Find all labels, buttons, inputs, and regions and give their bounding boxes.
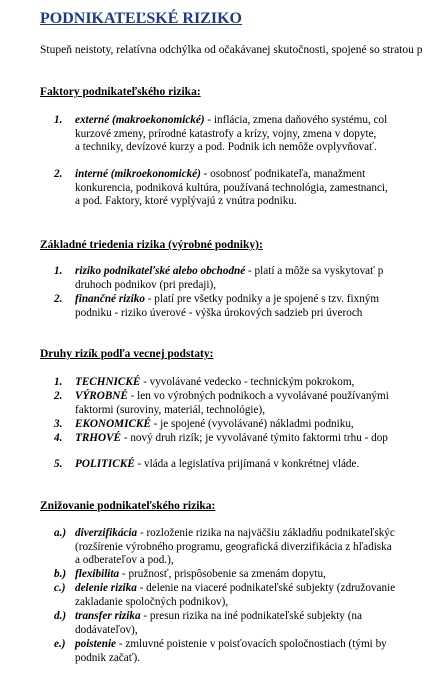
item-term: transfer rizika: [75, 610, 141, 622]
item-text: (rozšírenie výrobného programu, geografická diverzifikácia z hľadiska: [75, 540, 392, 553]
item-term: TRHOVÉ: [75, 432, 122, 444]
item-text: - delenie na viaceré podnikateľské subjekty (združovanie: [136, 582, 396, 594]
intro-text: Stupeň neistoty, relatívna odchýlka od očakávanej skutočnosti, spojené so stratou p: [40, 44, 423, 56]
item-number: 2.: [54, 390, 63, 402]
section-heading-types: Druhy rizík podľa vecnej podstaty:: [40, 348, 214, 360]
item-term: poistenie: [75, 638, 117, 650]
item-number: c.): [54, 582, 66, 594]
item-number: 2.: [54, 168, 63, 180]
item-number: a.): [54, 527, 67, 539]
item-text: kurzové zmeny, prírodné katastrofy a krízy, vojny, zmena v dopyte,: [75, 127, 377, 140]
page-title: PODNIKATEĽSKÉ RIZIKO: [40, 10, 242, 27]
section-heading-factors: Faktory podnikateľského rizika:: [40, 86, 201, 98]
item-text: - vláda a legislatíva prijímaná v konkrétnej vláde.: [134, 458, 360, 470]
item-text: podnik začať).: [75, 651, 141, 664]
item-text: - presun rizika na iné podnikateľské subjekty (na: [140, 610, 362, 622]
item-text: druhoch podnikov (pri predaji),: [75, 278, 217, 291]
item-text: - len vo výrobných podnikoch a vyvolávané používanými: [127, 390, 389, 402]
item-number: b.): [54, 568, 67, 580]
item-text: a techniky, devízové kurzy a pod. Podnik ich nemôže ovplyvňovať.: [75, 141, 377, 154]
item-number: 1.: [54, 114, 63, 126]
item-text: - nový druh rizík; je vyvolávané týmito faktormi trhu - dop: [121, 432, 388, 444]
item-text: - pružnosť, prispôsobenie sa zmenám dopytu,: [119, 568, 326, 580]
section-heading-classification: Základné triedenia rizika (výrobné podniky):: [40, 239, 263, 251]
item-text: - inflácia, zmena daňového systému, col: [204, 114, 388, 126]
item-term: EKONOMICKÉ: [75, 418, 151, 430]
item-text: zakladanie spoločných podnikov),: [75, 595, 229, 608]
item-text: - rozloženie rizika na najväčšiu základňu podnikateľskýc: [137, 527, 395, 539]
item-text: - vyvolávané vedecko - technickým pokrokom,: [140, 376, 355, 388]
item-text: a odberateľov a pod.),: [75, 554, 174, 567]
item-number: 4.: [54, 432, 63, 444]
item-term: VÝROBNÉ: [75, 390, 128, 402]
item-text: a pod. Faktory, ktoré vyplývajú z vnútra podniku.: [75, 195, 297, 208]
item-term: POLITICKÉ: [75, 458, 135, 470]
item-term: finančné riziko: [75, 293, 145, 305]
item-number: e.): [54, 638, 66, 650]
item-term: diverzifikácia: [75, 527, 138, 539]
item-number: 3.: [54, 418, 63, 430]
item-number: 2.: [54, 293, 63, 305]
section-heading-reduction: Znižovanie podnikateľského rizika:: [40, 500, 216, 512]
item-text: - platí pre všetky podniky a je spojené s tzv. fixným: [144, 293, 380, 305]
item-text: konkurencia, podniková kultúra, používaná technológia, zamestnanci,: [75, 181, 388, 194]
item-term: externé (makroekonomické): [75, 114, 205, 126]
item-text: podniku - riziko úverové - výška úrokových sadzieb pri úveroch: [75, 306, 363, 319]
item-term: riziko podnikateľské alebo obchodné: [75, 265, 246, 277]
item-text: - platí a môže sa vyskytovať p: [245, 265, 384, 277]
item-term: TECHNICKÉ: [75, 376, 141, 388]
item-text: dodávateľov),: [75, 623, 138, 636]
item-text: - osobnosť podnikateľa, manažment: [200, 168, 366, 180]
item-number: 1.: [54, 376, 63, 388]
item-text: - je spojené (vyvolávané) nákladmi podniku,: [150, 418, 354, 430]
item-text: - zmluvné poistenie v poisťovacích spoločnostiach (tými by: [116, 638, 387, 650]
item-number: 1.: [54, 265, 63, 277]
item-number: 5.: [54, 458, 63, 470]
item-term: flexibilita: [75, 568, 120, 580]
item-text: faktormi (suroviny, materiál, technológie),: [75, 403, 266, 416]
item-term: interné (mikroekonomické): [75, 168, 201, 180]
item-number: d.): [54, 610, 67, 622]
item-term: delenie rizika: [75, 582, 137, 594]
